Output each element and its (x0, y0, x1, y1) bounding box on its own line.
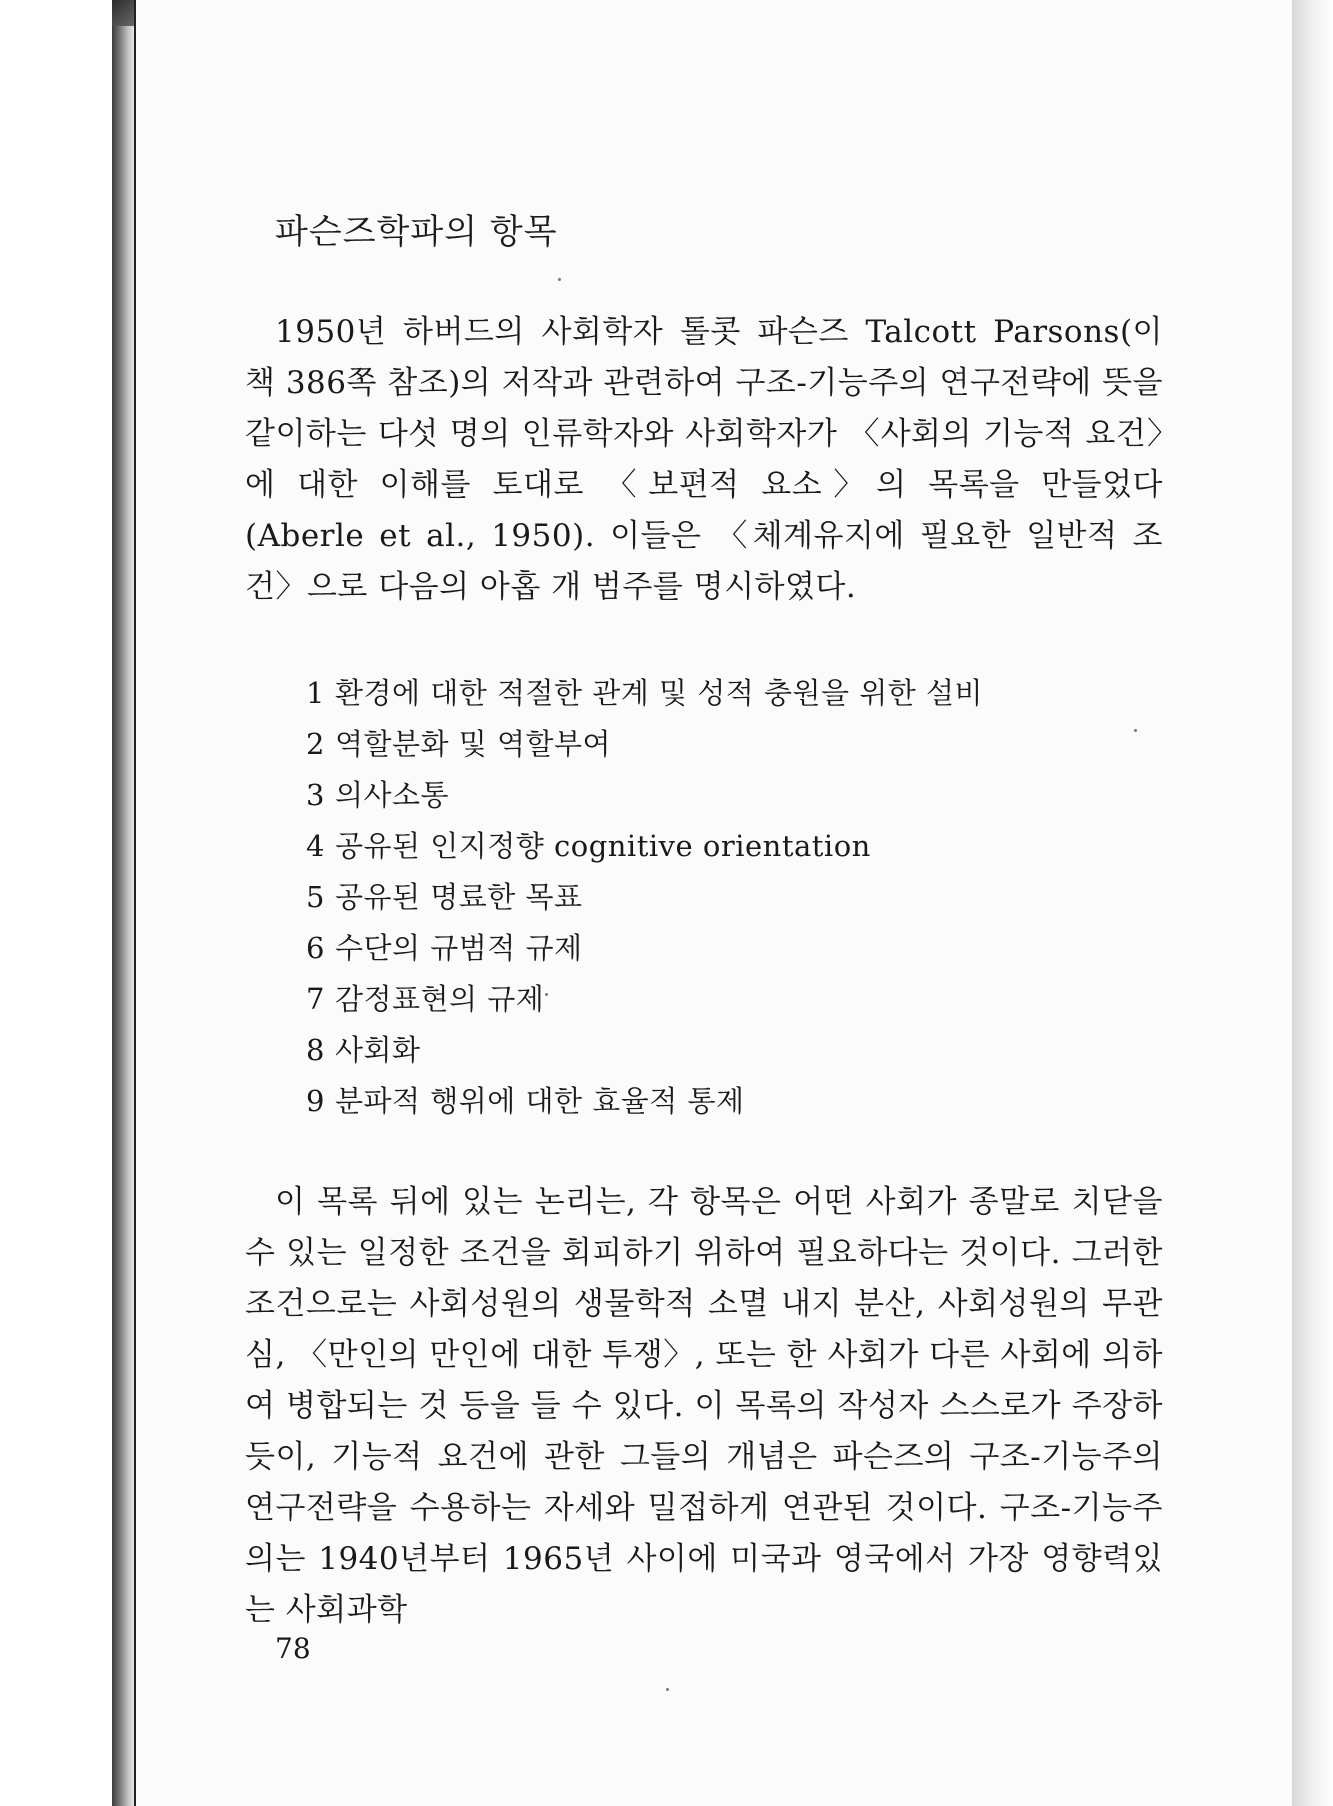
dust-speck (545, 993, 548, 996)
list-item-number: 4 (306, 829, 325, 863)
list-item-number: 1 (306, 676, 325, 710)
list-item (306, 719, 983, 770)
list-item-text: 감정표현의 규제 (334, 982, 545, 1016)
section-title: 파슨즈학파의 항목 (275, 212, 558, 252)
list-item-number: 7 (306, 982, 325, 1016)
list-item (306, 923, 983, 974)
list-item-text: 사회화 (334, 1033, 421, 1067)
book-spine-edge (112, 0, 134, 1806)
list-item-text: 수단의 규범적 규제 (334, 931, 583, 965)
dust-speck (558, 278, 561, 281)
list-item-number: 8 (306, 1033, 325, 1067)
list-item (306, 974, 983, 1025)
list-item-text: 환경에 대한 적절한 관계 및 성적 충원을 위한 설비 (334, 676, 983, 710)
list-item-number: 3 (306, 778, 325, 812)
paragraph-explanation: 이 목록 뒤에 있는 논리는, 각 항목은 어떤 사회가 종말로 치닫을 수 있는 일정한 조건을 회피하기 위하여 필요하다는 것이다. 그러한 조건으로는 사회성원의 생물학적 소멸 내지 분산, 사회성원의 무관심, 〈만인의 만인에 대한 투쟁〉, 또는 한 사회가 다른 사회에 의하여 병합되는 것 등을 들 수 있다. 이 목록의 작성자 스스로가 주장하듯이, 기능적 요건에 관한 그들의 개념은 파슨즈의 구조-기능주의 연구전략을 수용하는 자세와 밀접하게 연관된 것이다. 구조-기능주의는 1940년부터 1965년 사이에 미국과 영국에서 가장 영향력있는 사회과학 (245, 1184, 1163, 1628)
list-item (306, 1025, 983, 1076)
dust-speck (666, 1688, 669, 1691)
list-item-number: 5 (306, 880, 325, 914)
category-list (306, 668, 983, 1127)
list-item-text: 분파적 행위에 대한 효율적 통제 (334, 1084, 745, 1118)
list-item-number: 6 (306, 931, 325, 965)
list-item (306, 821, 983, 872)
paragraph-intro: 1950년 하버드의 사회학자 톨콧 파슨즈 Talcott Parsons(이 책 386쪽 참조)의 저작과 관련하여 구조-기능주의 연구전략에 뜻을 같이하는 다섯 명의 인류학자와 사회학자가 〈사회의 기능적 요건〉에 대한 이해를 토대로 〈보편적 요소〉의 목록을 만들었다(Aberle et al., 1950). 이들은 〈체계유지에 필요한 일반적 조건〉으로 다음의 아홉 개 범주를 명시하였다. (245, 314, 1163, 605)
list-item (306, 668, 983, 719)
list-item-text: 의사소통 (334, 778, 450, 812)
dust-speck (1134, 729, 1137, 732)
list-item-text: 공유된 명료한 목표 (334, 880, 583, 914)
list-item-text: 역할분화 및 역할부여 (334, 727, 612, 761)
page-right-shadow (1292, 0, 1333, 1806)
page-number: 78 (275, 1632, 311, 1665)
list-item-number: 2 (306, 727, 325, 761)
list-item (306, 872, 983, 923)
list-item (306, 770, 983, 821)
list-item (306, 1076, 983, 1127)
list-item-text: 공유된 인지정향 cognitive orientation (334, 829, 871, 863)
list-item-number: 9 (306, 1084, 325, 1118)
